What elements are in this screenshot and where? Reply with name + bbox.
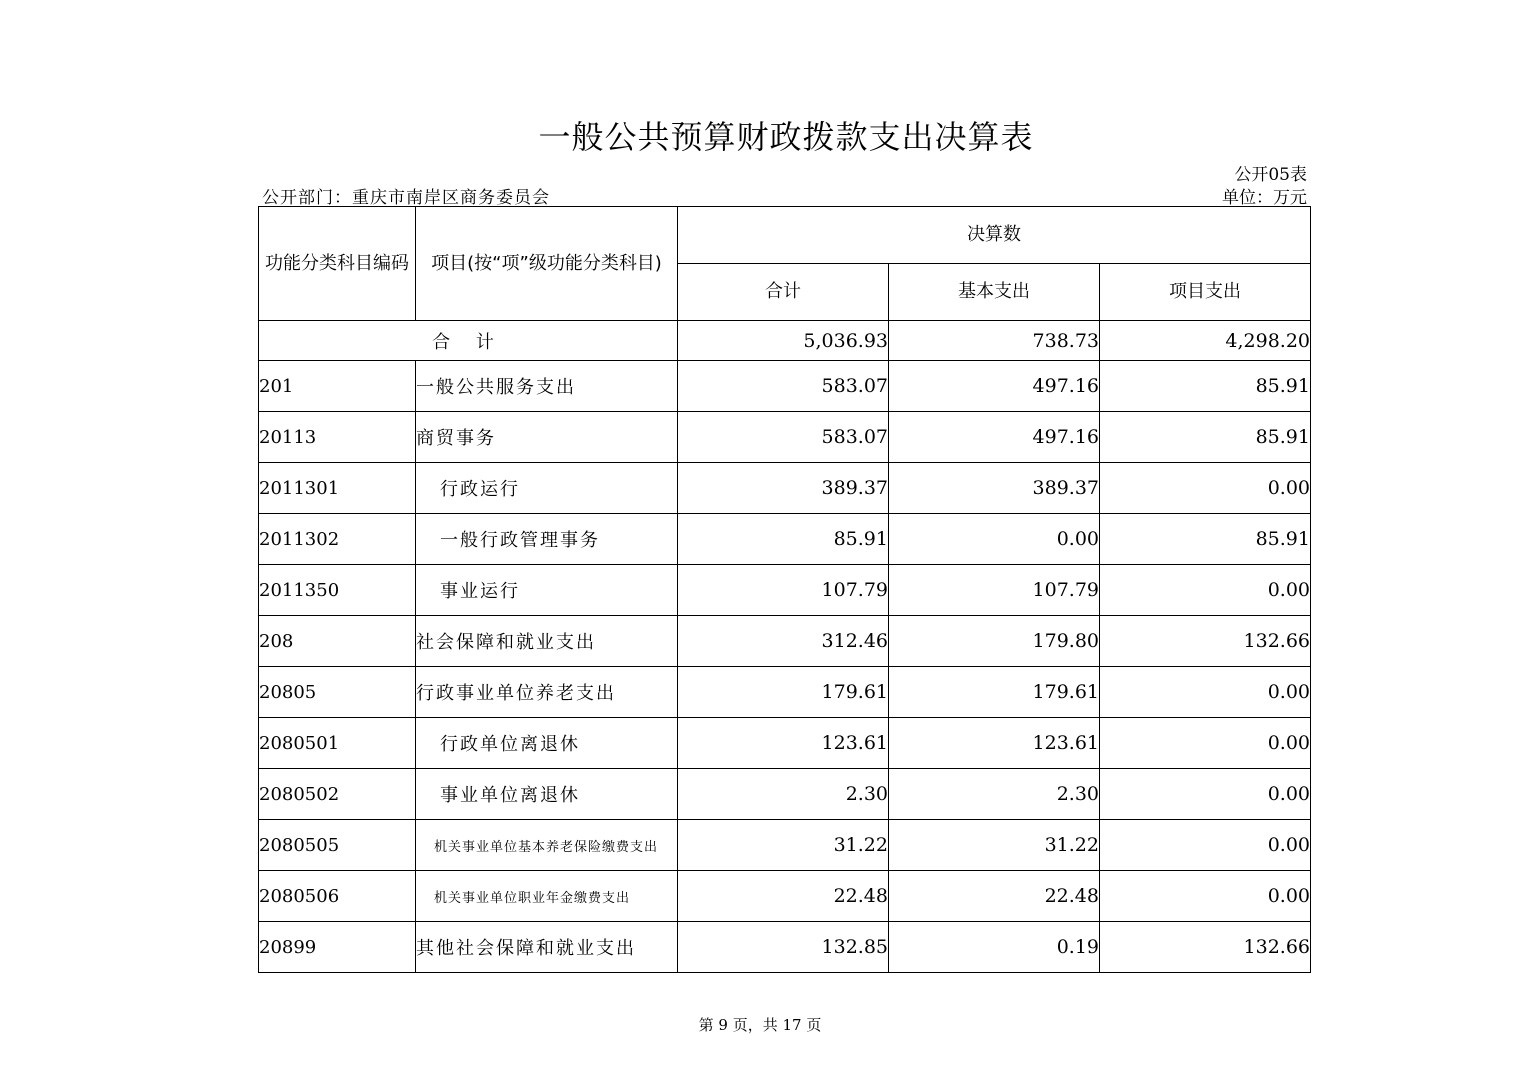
header-project: 项目支出 — [1100, 264, 1311, 321]
row-basic: 123.61 — [889, 718, 1100, 769]
row-total: 583.07 — [678, 412, 889, 463]
row-total: 179.61 — [678, 667, 889, 718]
form-number: 公开05表 — [1234, 165, 1307, 185]
row-name: 事业运行 — [416, 565, 678, 616]
header-basic: 基本支出 — [889, 264, 1100, 321]
row-total: 85.91 — [678, 514, 889, 565]
row-project: 85.91 — [1100, 361, 1311, 412]
row-name: 社会保障和就业支出 — [416, 616, 678, 667]
row-code: 2011301 — [259, 463, 416, 514]
total-basic: 738.73 — [889, 321, 1100, 361]
table-row — [259, 922, 1311, 973]
row-basic: 179.61 — [889, 667, 1100, 718]
row-code: 201 — [259, 361, 416, 412]
row-name: 事业单位离退休 — [416, 769, 678, 820]
header-code: 功能分类科目编码 — [259, 207, 416, 321]
row-basic: 179.80 — [889, 616, 1100, 667]
table-row — [259, 667, 1311, 718]
department-label: 公开部门：重庆市南岸区商务委员会 — [262, 188, 550, 208]
row-name: 行政运行 — [416, 463, 678, 514]
row-code: 2011302 — [259, 514, 416, 565]
row-total: 107.79 — [678, 565, 889, 616]
table-row — [259, 769, 1311, 820]
row-code: 2011350 — [259, 565, 416, 616]
row-basic: 0.00 — [889, 514, 1100, 565]
total-project: 4,298.20 — [1100, 321, 1311, 361]
row-total: 132.85 — [678, 922, 889, 973]
row-basic: 107.79 — [889, 565, 1100, 616]
row-total: 2.30 — [678, 769, 889, 820]
row-project: 0.00 — [1100, 820, 1311, 871]
row-project: 0.00 — [1100, 718, 1311, 769]
row-project: 85.91 — [1100, 514, 1311, 565]
row-basic: 389.37 — [889, 463, 1100, 514]
row-name: 一般公共服务支出 — [416, 361, 678, 412]
unit-label: 单位：万元 — [1222, 188, 1307, 208]
row-basic: 2.30 — [889, 769, 1100, 820]
table-row — [259, 820, 1311, 871]
row-code: 2080506 — [259, 871, 416, 922]
row-code: 2080502 — [259, 769, 416, 820]
row-project: 0.00 — [1100, 871, 1311, 922]
row-project: 0.00 — [1100, 769, 1311, 820]
page-title: 一般公共预算财政拨款支出决算表 — [538, 118, 1034, 156]
table-row — [259, 871, 1311, 922]
row-code: 20805 — [259, 667, 416, 718]
row-total: 31.22 — [678, 820, 889, 871]
row-basic: 497.16 — [889, 361, 1100, 412]
row-total: 22.48 — [678, 871, 889, 922]
header-item: 项目(按“项”级功能分类科目) — [416, 207, 678, 321]
row-basic: 31.22 — [889, 820, 1100, 871]
row-code: 2080501 — [259, 718, 416, 769]
total-row — [259, 321, 1311, 361]
row-name: 行政单位离退休 — [416, 718, 678, 769]
row-total: 312.46 — [678, 616, 889, 667]
table-row — [259, 361, 1311, 412]
row-name: 机关事业单位职业年金缴费支出 — [416, 871, 678, 922]
row-project: 0.00 — [1100, 463, 1311, 514]
row-project: 132.66 — [1100, 922, 1311, 973]
total-label: 合 计 — [259, 321, 678, 361]
row-name: 商贸事务 — [416, 412, 678, 463]
expenditure-table — [258, 206, 1311, 973]
row-project: 0.00 — [1100, 565, 1311, 616]
row-total: 389.37 — [678, 463, 889, 514]
row-code: 208 — [259, 616, 416, 667]
row-code: 2080505 — [259, 820, 416, 871]
row-code: 20113 — [259, 412, 416, 463]
row-name: 行政事业单位养老支出 — [416, 667, 678, 718]
table-row — [259, 718, 1311, 769]
header-budget: 决算数 — [678, 207, 1311, 264]
row-name: 一般行政管理事务 — [416, 514, 678, 565]
row-project: 0.00 — [1100, 667, 1311, 718]
row-name: 机关事业单位基本养老保险缴费支出 — [416, 820, 678, 871]
row-name: 其他社会保障和就业支出 — [416, 922, 678, 973]
row-total: 583.07 — [678, 361, 889, 412]
table-row — [259, 463, 1311, 514]
row-project: 132.66 — [1100, 616, 1311, 667]
row-code: 20899 — [259, 922, 416, 973]
row-basic: 22.48 — [889, 871, 1100, 922]
header-total: 合计 — [678, 264, 889, 321]
row-basic: 497.16 — [889, 412, 1100, 463]
row-total: 123.61 — [678, 718, 889, 769]
page-footer: 第 9 页，共 17 页 — [698, 1016, 822, 1034]
total-total: 5,036.93 — [678, 321, 889, 361]
table-row — [259, 565, 1311, 616]
table-row — [259, 514, 1311, 565]
row-project: 85.91 — [1100, 412, 1311, 463]
table-row — [259, 412, 1311, 463]
table-row — [259, 616, 1311, 667]
row-basic: 0.19 — [889, 922, 1100, 973]
